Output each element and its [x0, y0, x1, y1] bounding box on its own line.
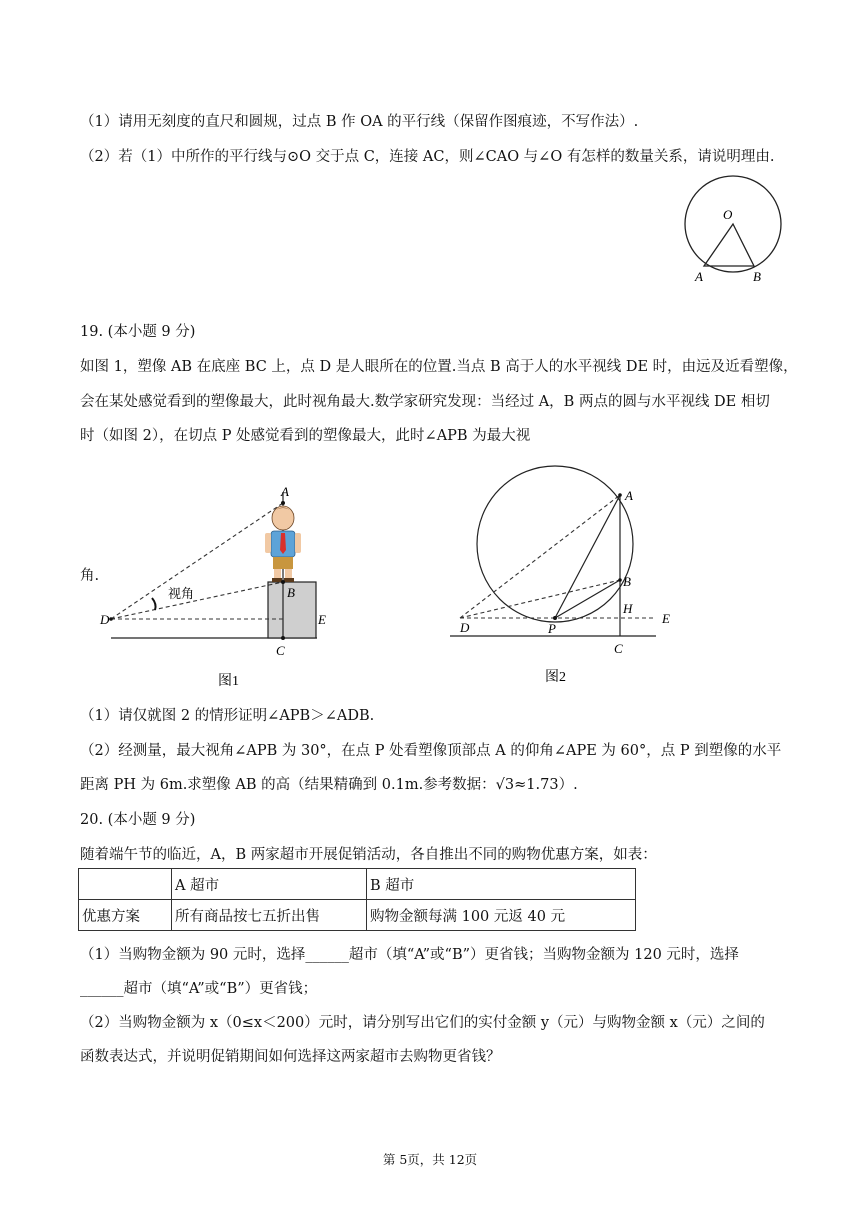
q18-part2: （2）若（1）中所作的平行线与⊙O 交于点 C，连接 AC，则∠CAO 与∠O 有怎样的数量关系，请说明理由. [80, 149, 775, 165]
q18-circle-figure [678, 174, 788, 286]
svg-text:E: E [662, 611, 670, 626]
q19-intro-tail: 角. [80, 568, 100, 584]
label-b: B [753, 269, 761, 284]
svg-text:C: C [276, 643, 285, 658]
q19-intro-3: 时（如图 2），在切点 P 处感觉看到的塑像最大，此时∠APB 为最大视 [80, 428, 531, 444]
svg-text:D: D [460, 620, 470, 635]
angle-label: 视角 [168, 586, 195, 601]
offer-table [78, 868, 636, 931]
q19-figure-2 [448, 458, 688, 693]
svg-text:A: A [625, 488, 633, 503]
caption-fig1: 图1 [218, 674, 239, 689]
page-footer: 第 5页，共 12页 [382, 1152, 478, 1167]
svg-text:B: B [623, 574, 631, 589]
q20-part2-1: （2）当购物金额为 x（0≤x＜200）元时，请分别写出它们的实付金额 y（元）与购物金额 x（元）之间的 [80, 1015, 765, 1031]
svg-text:A: A [281, 484, 289, 499]
label-o: O [723, 207, 733, 222]
svg-text:P: P [548, 621, 556, 636]
q19-part2-2: 距离 PH 为 6m.求塑像 AB 的高（结果精确到 0.1m.参考数据：√3≈1.73）. [80, 777, 578, 793]
q19-figure-1 [95, 478, 345, 693]
q20-part1-2: ______超市（填“A”或“B”）更省钱； [80, 981, 318, 997]
caption-fig2: 图2 [545, 670, 566, 685]
q20-header: 20. (本小题 9 分) [80, 812, 196, 828]
q19-part1: （1）请仅就图 2 的情形证明∠APB＞∠ADB. [80, 708, 375, 724]
q19-part2-1: （2）经测量，最大视角∠APB 为 30°，在点 P 处看塑像顶部点 A 的仰角∠APE 为 60°，点 P 到塑像的水平 [80, 743, 782, 759]
q20-part1-1: （1）当购物金额为 90 元时，选择______超市（填“A”或“B”）更省钱；当购物金额为 120 元时，选择 [80, 947, 739, 963]
svg-text:E: E [318, 612, 326, 627]
q19-intro-1: 如图 1，塑像 AB 在底座 BC 上，点 D 是人眼所在的位置.当点 B 高于人的水平视线 DE 时，由远及近看塑像， [80, 359, 798, 375]
table-row: 优惠方案 所有商品按七五折出售 购物金额每满 100 元返 40 元 [79, 900, 636, 931]
svg-text:C: C [614, 641, 623, 656]
table-header-row: A 超市 B 超市 [79, 869, 636, 900]
svg-text:H: H [623, 601, 633, 616]
q20-part2-2: 函数表达式，并说明促销期间如何选择这两家超市去购物更省钱？ [80, 1049, 501, 1065]
svg-text:B: B [287, 585, 295, 600]
q20-intro: 随着端午节的临近，A，B 两家超市开展促销活动，各自推出不同的购物优惠方案，如表： [80, 847, 657, 863]
svg-text:D: D [100, 612, 110, 627]
q19-intro-2: 会在某处感觉看到的塑像最大，此时视角最大.数学家研究发现：当经过 A，B 两点的圆与水平视线 DE 相切 [80, 394, 770, 410]
q18-part1: （1）请用无刻度的直尺和圆规，过点 B 作 OA 的平行线（保留作图痕迹，不写作法）. [80, 114, 639, 130]
label-a: A [695, 269, 703, 284]
q19-header: 19. (本小题 9 分) [80, 324, 196, 340]
